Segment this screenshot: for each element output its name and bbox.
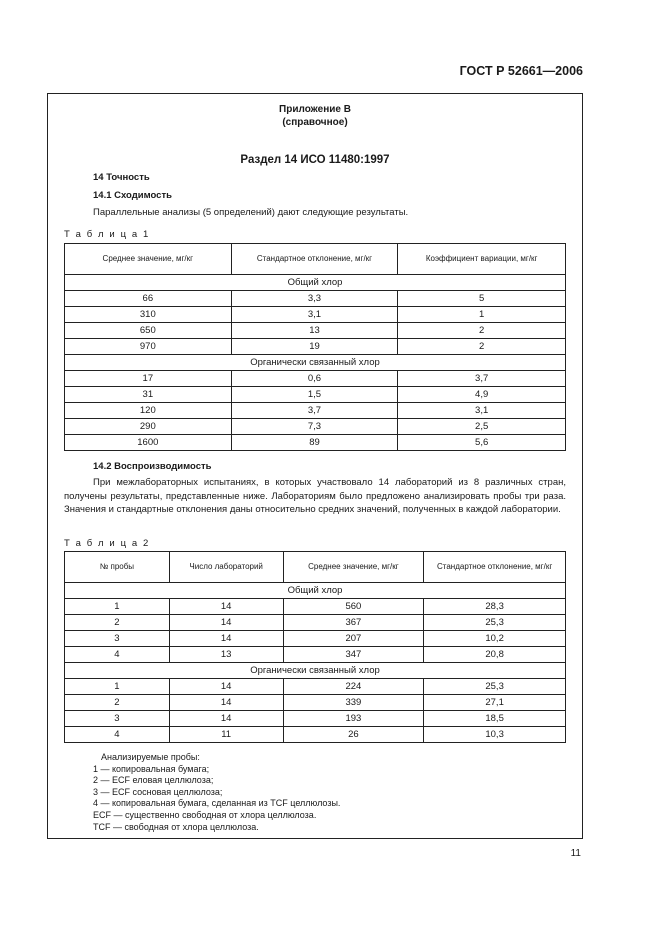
table-cell: 3 bbox=[65, 631, 170, 647]
table-cell: 14 bbox=[169, 679, 283, 695]
table-cell: 120 bbox=[65, 403, 232, 419]
table-cell: 17 bbox=[65, 371, 232, 387]
table-row bbox=[65, 419, 566, 435]
section-title: Раздел 14 ИСО 11480:1997 bbox=[240, 154, 390, 166]
table-cell: 1,5 bbox=[231, 387, 398, 403]
table-cell: 5,6 bbox=[398, 435, 566, 451]
document-number: ГОСТ Р 52661—2006 bbox=[459, 64, 583, 78]
table-cell: 14 bbox=[169, 615, 283, 631]
table-cell: 650 bbox=[65, 323, 232, 339]
table-cell: 20,8 bbox=[424, 647, 566, 663]
table1-header-row bbox=[65, 244, 566, 275]
table-cell: 14 bbox=[169, 631, 283, 647]
heading-14: 14 Точность bbox=[93, 172, 150, 183]
table2-header-stddev: Стандартное отклонение, мг/кг bbox=[424, 552, 566, 583]
table2-notes bbox=[93, 752, 340, 833]
table-row bbox=[65, 695, 566, 711]
table-cell: 339 bbox=[283, 695, 424, 711]
table-cell: 18,5 bbox=[424, 711, 566, 727]
table-row bbox=[65, 323, 566, 339]
table-cell: 1600 bbox=[65, 435, 232, 451]
table-row bbox=[65, 291, 566, 307]
table-cell: 2 bbox=[398, 323, 566, 339]
note-line: TCF — свободная от хлора целлюлоза. bbox=[93, 821, 259, 832]
table-cell: 1 bbox=[65, 679, 170, 695]
appendix-subtitle: (справочное) bbox=[282, 117, 348, 128]
note-line: Анализируемые пробы: bbox=[101, 752, 200, 762]
table-cell: 347 bbox=[283, 647, 424, 663]
table-cell: 14 bbox=[169, 711, 283, 727]
table-cell: 26 bbox=[283, 727, 424, 743]
heading-14-1: 14.1 Сходимость bbox=[93, 190, 172, 201]
table-cell: 310 bbox=[65, 307, 232, 323]
table-cell: 3,7 bbox=[398, 371, 566, 387]
table-cell: 224 bbox=[283, 679, 424, 695]
note-line: 4 — копировальная бумага, сделанная из TCF целлюлозы. bbox=[93, 798, 341, 809]
table-cell: 560 bbox=[283, 599, 424, 615]
table-cell: 31 bbox=[65, 387, 232, 403]
table1-header-mean: Среднее значение, мг/кг bbox=[65, 244, 232, 275]
note-line: 1 — копировальная бумага; bbox=[93, 763, 210, 774]
table2-header-row bbox=[65, 552, 566, 583]
table-cell: 193 bbox=[283, 711, 424, 727]
table2-header-sample-no: № пробы bbox=[65, 552, 170, 583]
page-number: 11 bbox=[570, 848, 581, 859]
table-cell: 3,7 bbox=[231, 403, 398, 419]
table-cell: 3,1 bbox=[398, 403, 566, 419]
table-cell: 4 bbox=[65, 647, 170, 663]
table-cell: 0,6 bbox=[231, 371, 398, 387]
table-row bbox=[65, 615, 566, 631]
table-row bbox=[65, 435, 566, 451]
table-cell: 27,1 bbox=[424, 695, 566, 711]
table-cell: 4 bbox=[65, 727, 170, 743]
table-cell: 290 bbox=[65, 419, 232, 435]
table2-header-mean: Среднее значение, мг/кг bbox=[283, 552, 424, 583]
table-cell: 11 bbox=[169, 727, 283, 743]
note-line: 3 — ECF сосновая целлюлоза; bbox=[93, 786, 223, 797]
table-row bbox=[65, 599, 566, 615]
table2 bbox=[64, 551, 566, 743]
table-row bbox=[65, 371, 566, 387]
note-line: ECF — существенно свободная от хлора целлюлоза. bbox=[93, 809, 317, 820]
table-row bbox=[65, 647, 566, 663]
table-cell: 5 bbox=[398, 291, 566, 307]
table-cell: 10,3 bbox=[424, 727, 566, 743]
table-cell: 14 bbox=[169, 695, 283, 711]
table-cell: 2 bbox=[65, 695, 170, 711]
table-cell: 4,9 bbox=[398, 387, 566, 403]
table-cell: 10,2 bbox=[424, 631, 566, 647]
table-cell: 970 bbox=[65, 339, 232, 355]
paragraph-14-1: Параллельные анализы (5 определений) дают следующие результаты. bbox=[93, 207, 409, 218]
table-cell: 367 bbox=[283, 615, 424, 631]
appendix-title: Приложение В bbox=[279, 104, 351, 115]
table-cell: 66 bbox=[65, 291, 232, 307]
table-cell: 3 bbox=[65, 711, 170, 727]
table1-header-cv: Коэффициент вариации, мг/кг bbox=[398, 244, 566, 275]
table-row bbox=[65, 727, 566, 743]
table-cell: 19 bbox=[231, 339, 398, 355]
table-cell: 89 bbox=[231, 435, 398, 451]
table1-group-organic-chlorine: Органически связанный хлор bbox=[65, 355, 566, 371]
table-row bbox=[65, 711, 566, 727]
table-cell: 14 bbox=[169, 599, 283, 615]
table-cell: 3,3 bbox=[231, 291, 398, 307]
table-cell: 13 bbox=[231, 323, 398, 339]
table2-group-organic-chlorine: Органически связанный хлор bbox=[65, 663, 566, 679]
table-row bbox=[65, 631, 566, 647]
table-cell: 2,5 bbox=[398, 419, 566, 435]
note-line: 2 — ECF еловая целлюлоза; bbox=[93, 775, 214, 786]
table-cell: 3,1 bbox=[231, 307, 398, 323]
table-cell: 2 bbox=[65, 615, 170, 631]
table-cell: 1 bbox=[65, 599, 170, 615]
table1-header-stddev: Стандартное отклонение, мг/кг bbox=[231, 244, 398, 275]
table2-header-lab-count: Число лабораторий bbox=[169, 552, 283, 583]
table-cell: 7,3 bbox=[231, 419, 398, 435]
heading-14-2: 14.2 Воспроизводимость bbox=[93, 461, 212, 472]
table1-label: Т а б л и ц а 1 bbox=[64, 229, 150, 240]
table-row bbox=[65, 387, 566, 403]
appendix-heading bbox=[47, 103, 583, 129]
table2-group-total-chlorine: Общий хлор bbox=[65, 583, 566, 599]
table-cell: 13 bbox=[169, 647, 283, 663]
table-cell: 1 bbox=[398, 307, 566, 323]
table2-label: Т а б л и ц а 2 bbox=[64, 538, 150, 549]
paragraph-14-2: При межлабораторных испытаниях, в которых участвовало 14 лабораторий из 8 различных стран, получены результаты, представленные ниже. Лабораториям было предложено анализировать пробы три раза. Значения и стандартные отклонения даны относительно средних значений, полученных в каждой лаборатории. bbox=[64, 477, 566, 515]
table-row bbox=[65, 403, 566, 419]
table-cell: 207 bbox=[283, 631, 424, 647]
table-cell: 2 bbox=[398, 339, 566, 355]
table-cell: 25,3 bbox=[424, 679, 566, 695]
table-cell: 25,3 bbox=[424, 615, 566, 631]
table1-group-total-chlorine: Общий хлор bbox=[65, 275, 566, 291]
table-row bbox=[65, 679, 566, 695]
table-row bbox=[65, 307, 566, 323]
table-row bbox=[65, 339, 566, 355]
table-cell: 28,3 bbox=[424, 599, 566, 615]
table1 bbox=[64, 243, 566, 451]
